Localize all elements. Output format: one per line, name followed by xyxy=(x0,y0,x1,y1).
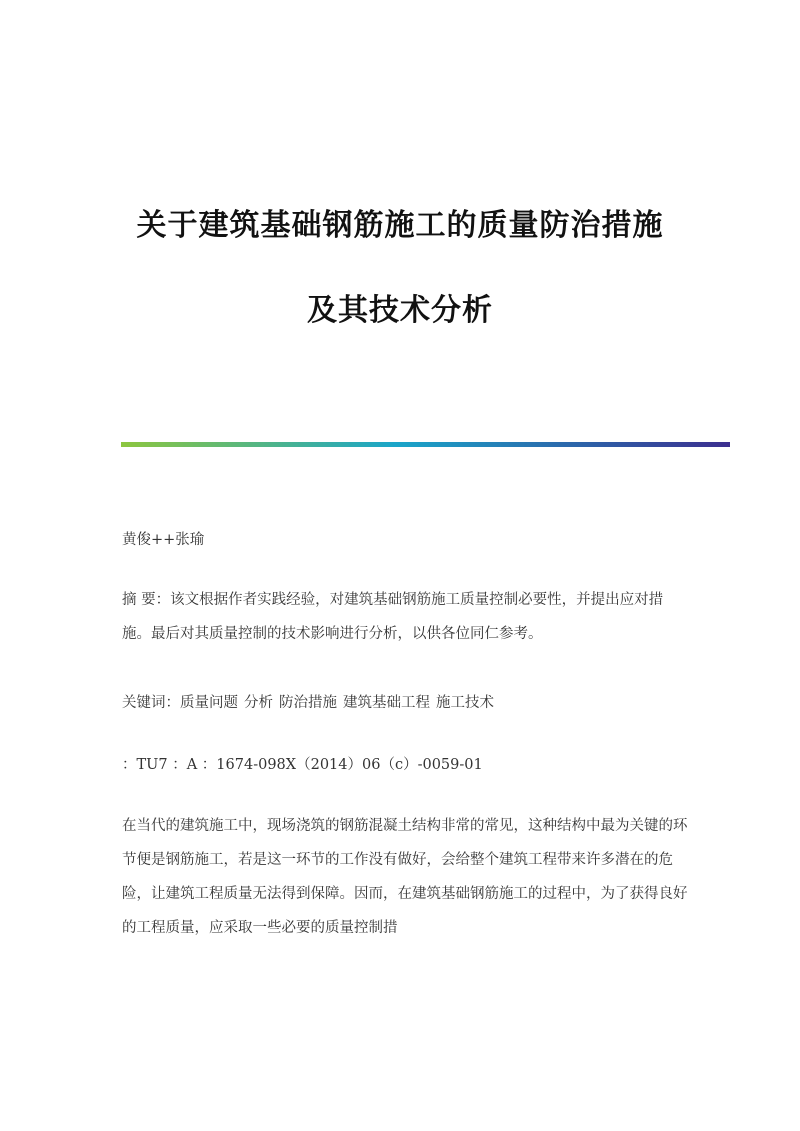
authors: 黄俊++张瑜 xyxy=(122,532,205,548)
abstract-label: 摘 要： xyxy=(122,592,171,608)
keywords xyxy=(122,686,692,720)
title-line-1: 关于建筑基础钢筋施工的质量防治措施 xyxy=(136,208,664,243)
abstract-text: 该文根据作者实践经验，对建筑基础钢筋施工质量控制必要性，并提出应对措施。最后对其质量控制的技术影响进行分析，以供各位同仁参考。 xyxy=(122,592,664,642)
keyword-item: 施工技术 xyxy=(436,695,494,711)
keywords-label: 关键词： xyxy=(122,695,180,711)
abstract xyxy=(122,583,692,651)
keyword-item: 防治措施 xyxy=(279,695,337,711)
keyword-item: 质量问题 xyxy=(180,695,238,711)
body-paragraph: 在当代的建筑施工中，现场浇筑的钢筋混凝土结构非常的常见，这种结构中最为关键的环节便是钢筋施工，若是这一环节的工作没有做好，会给整个建筑工程带来许多潜在的危险，让建筑工程质量无法得到保障。因而，在建筑基础钢筋施工的过程中，为了获得良好的工程质量，应采取一些必要的质量控制措 xyxy=(122,818,688,936)
title-line-2: 及其技术分析 xyxy=(307,293,493,328)
keyword-item: 分析 xyxy=(244,695,273,711)
title-divider xyxy=(121,442,730,447)
keyword-item: 建筑基础工程 xyxy=(343,695,430,711)
classification-line: ：TU7 ：A ：1674-098X（2014）06（c）-0059-01 xyxy=(122,757,483,773)
